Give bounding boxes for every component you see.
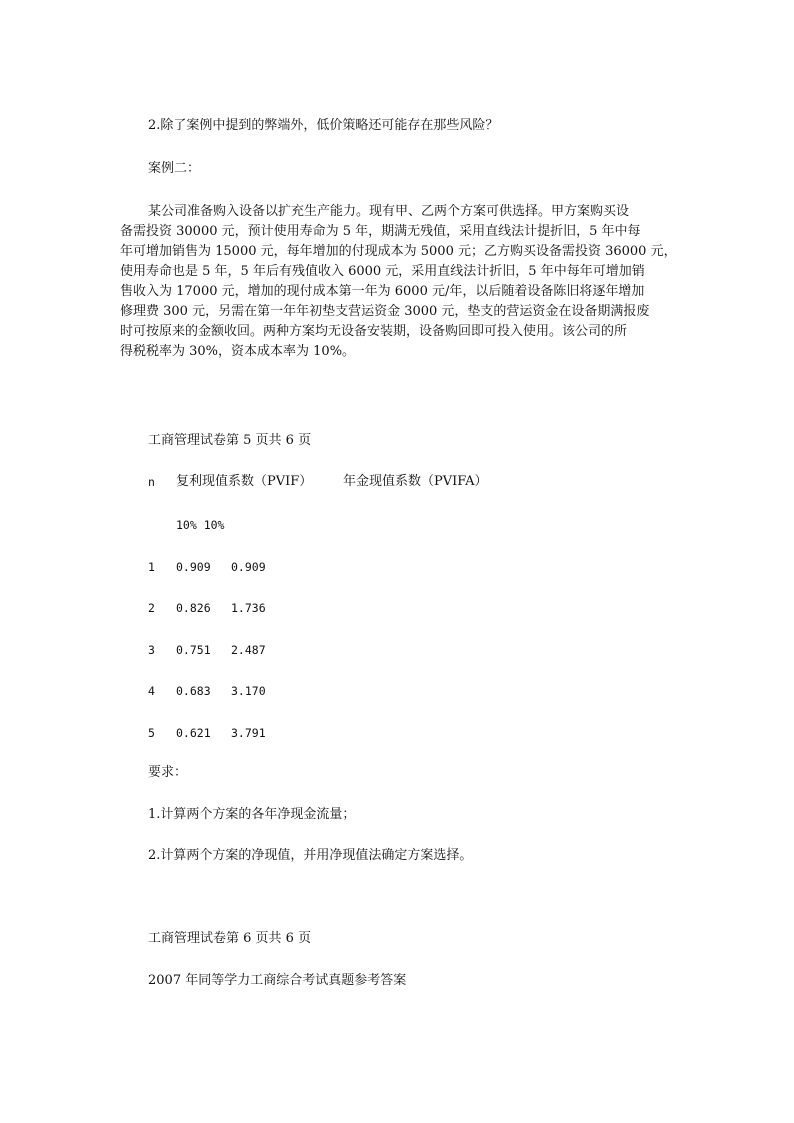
- answer-title: 2007 年同等学力工商综合考试真题参考答案: [148, 973, 407, 988]
- case-two-line: 某公司准备购入设备以扩充生产能力。现有甲、乙两个方案可供选择。甲方案购买设: [148, 204, 630, 219]
- table-header-pvif: 复利现值系数（PVIF）: [176, 474, 313, 489]
- question-2: 2.除了案例中提到的弊端外，低价策略还可能存在那些风险？: [148, 118, 499, 133]
- case-two-line: 时可按原来的金额收回。两种方案均无设备安装期，设备购回即可投入使用。该公司的所: [120, 324, 628, 339]
- case-two-line: 售收入为 17000 元，增加的现付成本第一年为 6000 元/年，以后随着设备陈旧将逐年增加: [120, 284, 645, 299]
- requirement-2: 2.计算两个方案的净现值，并用净现值法确定方案选择。: [148, 848, 473, 863]
- table-cell-pvif: 0.826: [176, 601, 211, 615]
- case-two-line: 备需投资 30000 元，预计使用寿命为 5 年，期满无残值，采用直线法计提折旧，5 年中每: [120, 224, 641, 239]
- table-cell-pvif: 0.751: [176, 643, 211, 657]
- table-cell-pvifa: 1.736: [231, 601, 266, 615]
- case-two-line: 修理费 300 元，另需在第一年年初垫支营运资金 3000 元，垫支的营运资金在设备期满报废: [120, 304, 650, 319]
- requirement-1: 1.计算两个方案的各年净现金流量；: [148, 807, 356, 822]
- table-cell-n: 5: [148, 726, 155, 740]
- requirements-title: 要求：: [148, 765, 188, 780]
- case-two-line: 得税税率为 30%，资本成本率为 10%。: [120, 344, 356, 359]
- table-header-pvifa: 年金现值系数（PVIFA）: [343, 474, 488, 489]
- page-footer-6: 工商管理试卷第 6 页共 6 页: [148, 931, 312, 946]
- case-two-paragraph: [120, 202, 676, 362]
- table-cell-n: 1: [148, 560, 155, 574]
- table-cell-pvifa: 0.909: [231, 560, 266, 574]
- table-rate-row: 10% 10%: [176, 518, 225, 532]
- table-cell-n: 4: [148, 684, 155, 698]
- table-cell-pvif: 0.621: [176, 726, 211, 740]
- case-two-title: 案例二：: [148, 161, 201, 176]
- table-cell-n: 2: [148, 601, 155, 615]
- table-header-n: n: [148, 475, 155, 489]
- case-two-line: 使用寿命也是 5 年，5 年后有残值收入 6000 元，采用直线法计折旧，5 年中每年可增加销: [120, 264, 645, 279]
- table-cell-pvifa: 3.791: [231, 726, 266, 740]
- table-cell-pvifa: 2.487: [231, 643, 266, 657]
- page-footer-5: 工商管理试卷第 5 页共 6 页: [148, 433, 312, 448]
- table-cell-n: 3: [148, 643, 155, 657]
- case-two-line: 年可增加销售为 15000 元，每年增加的付现成本为 5000 元；乙方购买设备需投资 36000 元，: [120, 244, 677, 259]
- table-cell-pvif: 0.683: [176, 684, 211, 698]
- table-cell-pvif: 0.909: [176, 560, 211, 574]
- table-cell-pvifa: 3.170: [231, 684, 266, 698]
